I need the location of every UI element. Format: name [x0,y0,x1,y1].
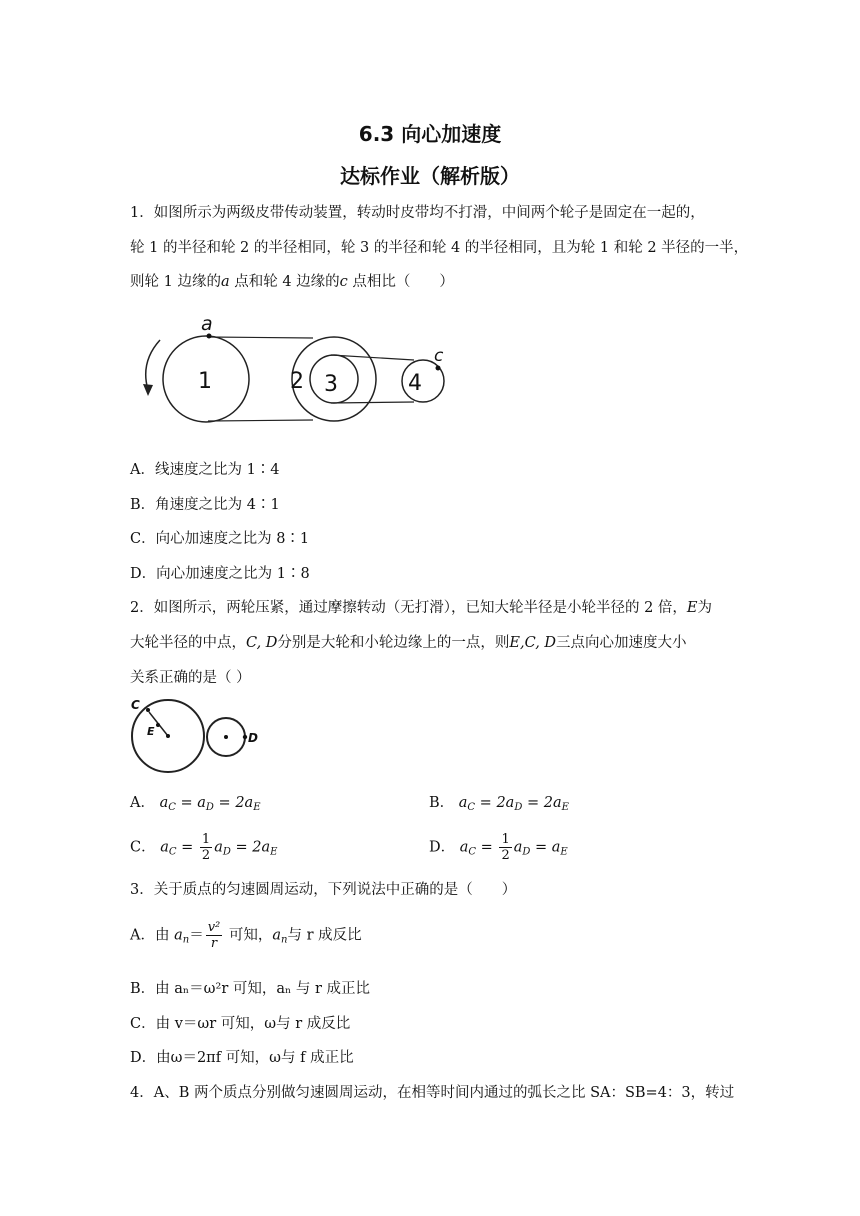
rotation-arrow-icon [146,340,160,390]
q2-option-c: C． $a_C$ = $\frac{1}{2}$ $a_D = 2a_E$ [130,832,278,863]
q1-stem-line1: 1．如图所示为两级皮带传动装置，转动时皮带均不打滑，中间两个轮子是固定在一起的， [130,205,705,221]
q3-option-c: C．由 v＝ωr 可知，ω与 r 成反比 [130,1016,351,1032]
q2-option-d: D． $a_C$ = $\frac{1}{2}$ $a_D = a_E$ [429,832,568,863]
q1-option-b: B．角速度之比为 4∶1 [130,497,280,513]
q3-stem: 3．关于质点的匀速圆周运动，下列说法中正确的是（ ） [130,882,517,898]
q1-stem-line2: 轮 1 的半径和轮 2 的半径相同，轮 3 的半径和轮 4 的半径相同，且为轮 1 和轮 2 半径的一半， [130,240,749,256]
label-c: c [434,346,444,366]
q2-stem-line3: 关系正确的是（ ） [130,670,251,686]
q3-option-b: B．由 aₙ＝ω²r 可知，aₙ 与 r 成正比 [130,981,371,997]
friction-wheels-figure [128,694,268,780]
q1-option-d: D．向心加速度之比为 1∶8 [130,566,310,582]
wheel-2-number: 2 [290,369,304,394]
q1-option-c: C．向心加速度之比为 8∶1 [130,531,310,547]
wheel-4-number: 4 [408,371,422,396]
q3-option-d: D．由ω＝2πf 可知，ω与 f 成正比 [130,1050,354,1066]
label-a: a [201,313,213,335]
label-D: D [248,731,258,745]
q2-stem-line1: 2．如图所示，两轮压紧，通过摩擦转动（无打滑），已知大轮半径是小轮半径的 2 倍，E为 [130,600,713,616]
q1-stem-line3: 则轮 1 边缘的a 点和轮 4 边缘的c 点相比（ ） [130,274,454,290]
wheel-1-number: 1 [198,369,212,394]
document-title: 6.3 向心加速度 [358,122,502,146]
belt-drive-figure [138,310,458,430]
q4-stem: 4．A、B 两个质点分别做匀速圆周运动，在相等时间内通过的弧长之比 SA：SB=4：3，转过 [130,1085,735,1101]
document-subtitle: 达标作业（解析版） [340,164,520,188]
q1-option-a: A．线速度之比为 1∶4 [130,462,280,478]
wheel-3-number: 3 [324,372,338,397]
q3-option-a: A．由 $a_n=$ $\frac{\text{v²}}{r}$ 可知，$a_n$与 r 成反比 [130,920,362,951]
label-E: E [147,725,155,738]
q2-option-a: A． $a_C = a_D = 2a_E$ [130,795,261,813]
q2-stem-line2: 大轮半径的中点，C, D分别是大轮和小轮边缘上的一点，则E,C, D三点向心加速度大小 [130,635,687,651]
q2-option-b: B． $a_C = 2a_D = 2a_E$ [429,795,569,813]
label-C: C [131,698,140,712]
